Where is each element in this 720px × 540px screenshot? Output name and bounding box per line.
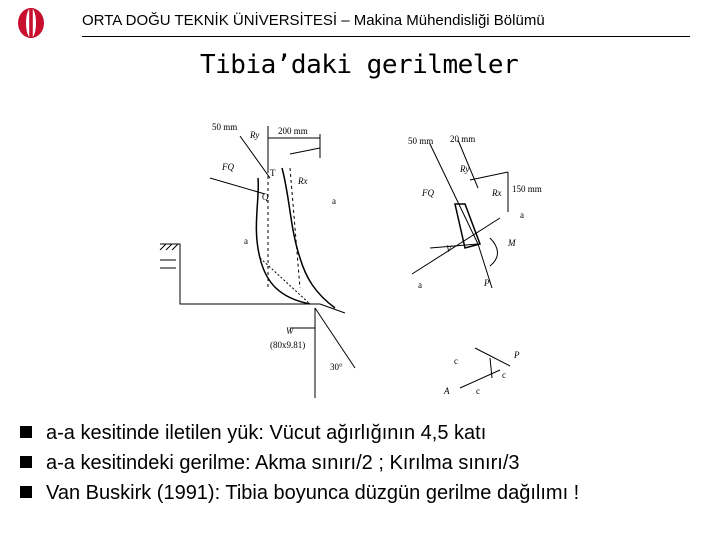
square-bullet-icon [20, 456, 32, 468]
svg-text:A: A [444, 386, 450, 396]
svg-text:P: P [484, 278, 490, 288]
bullet-text: a-a kesitinde iletilen yük: Vücut ağırlığının 4,5 katı [46, 422, 487, 444]
svg-text:20 mm: 20 mm [450, 134, 476, 144]
bullet-list [18, 418, 718, 508]
svg-text:50 mm: 50 mm [408, 136, 434, 146]
svg-text:T: T [270, 168, 276, 178]
left-leg-labels [212, 122, 343, 372]
bullet-item [18, 418, 718, 448]
svg-text:W: W [286, 326, 294, 336]
svg-text:c: c [476, 386, 480, 396]
odtu-logo-icon [16, 6, 46, 40]
right-section-diagram [412, 140, 510, 388]
svg-text:150 mm: 150 mm [512, 184, 542, 194]
svg-text:(80x9.81): (80x9.81) [270, 340, 306, 350]
svg-text:30°: 30° [330, 362, 343, 372]
square-bullet-icon [20, 426, 32, 438]
svg-text:50 mm: 50 mm [212, 122, 238, 132]
bullet-item [18, 448, 718, 478]
svg-text:Rx: Rx [492, 188, 502, 198]
svg-text:FQ: FQ [422, 188, 434, 198]
svg-text:a: a [520, 210, 524, 220]
svg-text:Ry: Ry [460, 164, 470, 174]
svg-text:Q: Q [262, 192, 269, 202]
bullet-item [18, 478, 718, 508]
university-title: ORTA DOĞU TEKNİK ÜNİVERSİTESİ – Makina Mühendisliği Bölümü [82, 12, 545, 29]
svg-text:200 mm: 200 mm [278, 126, 308, 136]
bullet-text: a-a kesitindeki gerilme: Akma sınırı/2 ; Kırılma sınırı/3 [46, 452, 520, 474]
right-section-labels [408, 134, 542, 396]
bullet-text: Van Buskirk (1991): Tibia boyunca düzgün gerilme dağılımı ! [46, 482, 580, 504]
left-leg-diagram [160, 126, 355, 398]
svg-text:c: c [454, 356, 458, 366]
svg-text:c: c [502, 370, 506, 380]
svg-text:M: M [508, 238, 516, 248]
svg-text:a: a [244, 236, 248, 246]
tibia-stress-diagram [140, 108, 580, 404]
svg-text:Rx: Rx [298, 176, 308, 186]
svg-text:FQ: FQ [222, 162, 234, 172]
svg-text:V: V [446, 244, 452, 254]
square-bullet-icon [20, 486, 32, 498]
svg-text:a: a [332, 196, 336, 206]
svg-text:Ry: Ry [250, 130, 260, 140]
svg-text:P: P [514, 350, 520, 360]
header-divider [82, 36, 690, 37]
slide-title: Tibia’daki gerilmeler [200, 50, 519, 80]
svg-text:a: a [418, 280, 422, 290]
